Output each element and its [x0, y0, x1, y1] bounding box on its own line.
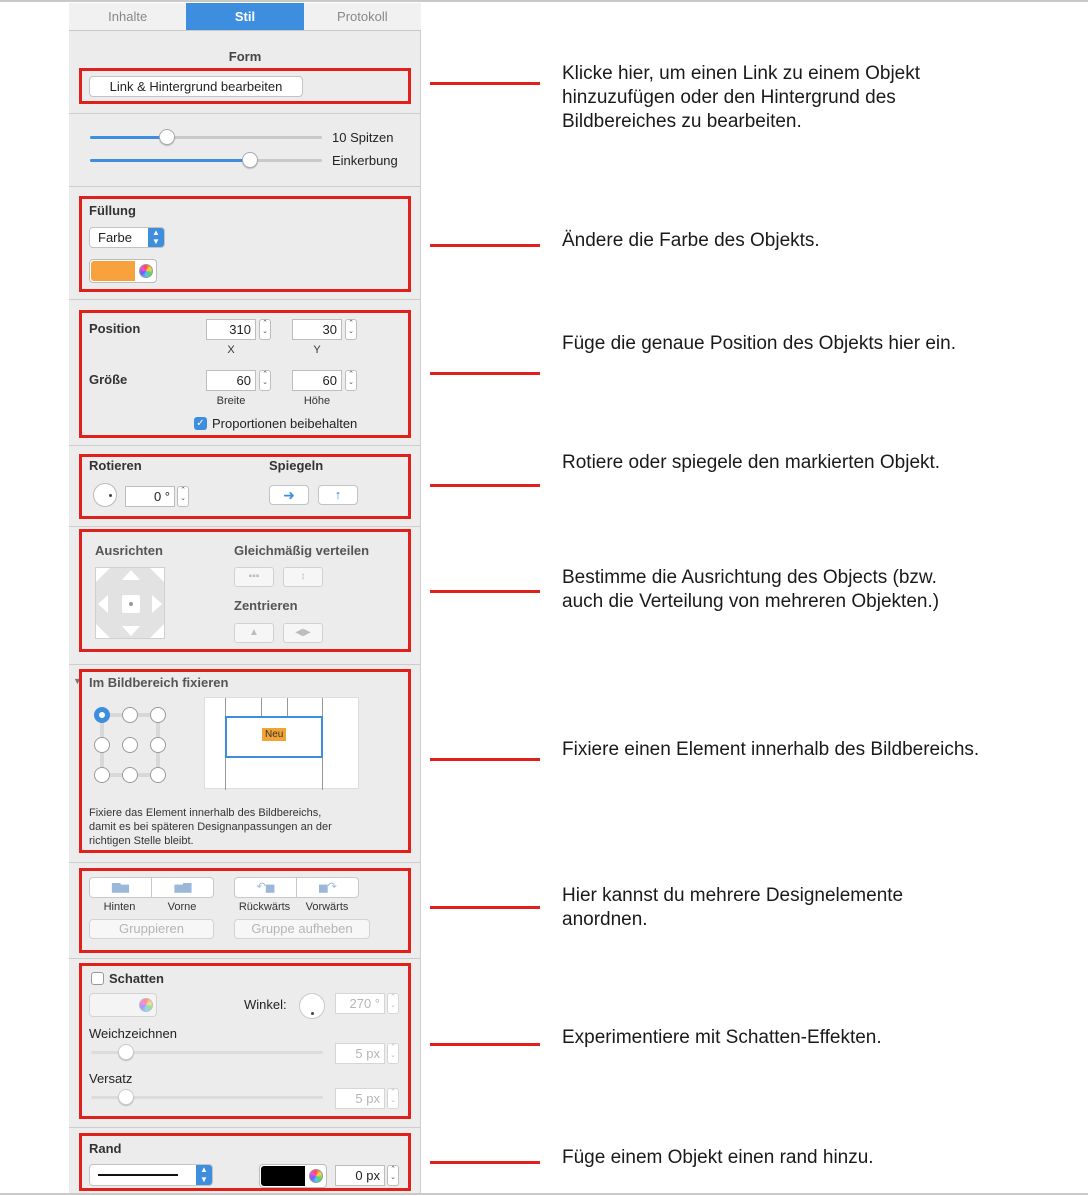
select-arrows-icon: ▲ ▼ [196, 1165, 212, 1185]
connector-line [430, 1161, 540, 1164]
backward-label: Rückwärts [238, 901, 291, 913]
note-line: anordnen. [562, 909, 648, 930]
distribute-heading: Gleichmäßig verteilen [234, 543, 370, 558]
highlight-box-fill [79, 196, 411, 292]
form-heading: Form [228, 49, 262, 64]
preview-object-label: Neu [262, 728, 286, 741]
arrow-up-icon: ↑ [334, 487, 342, 502]
divider [69, 862, 421, 863]
divider [69, 445, 421, 446]
spikes-slider-fill [90, 136, 167, 139]
x-label: X [227, 344, 235, 356]
pin-description-line: richtigen Stelle bleibt. [89, 835, 194, 847]
note-line: Hier kannst du mehrere Designelemente [562, 885, 904, 906]
divider [69, 526, 421, 527]
distribute-vertical-icon[interactable]: ↕ [283, 567, 323, 587]
divider [69, 958, 421, 959]
note-line: Fixiere einen Element innerhalb des Bildbereichs. [562, 739, 980, 760]
border-width-stepper[interactable]: ⌃ ⌄ [387, 1165, 399, 1186]
blur-label: Weichzeichnen [89, 1026, 177, 1041]
bottom-border-line [0, 1193, 1088, 1195]
bring-forward-icon[interactable]: ▅↷ [319, 881, 337, 893]
blur-field[interactable]: 5 px [335, 1043, 385, 1064]
blur-stepper[interactable]: ⌃ ⌄ [387, 1043, 399, 1064]
tab-inhalte[interactable]: Inhalte [69, 3, 186, 30]
highlight-box-rotate [79, 454, 411, 519]
angle-stepper[interactable]: ⌃ ⌄ [387, 993, 399, 1014]
connector-line [430, 906, 540, 909]
connector-line [430, 244, 540, 247]
indent-slider-fill [90, 159, 250, 162]
note-line: Experimentiere mit Schatten-Effekten. [562, 1027, 882, 1048]
divider [69, 664, 421, 665]
note-line: Klicke hier, um einen Link zu einem Objekt [562, 63, 921, 84]
offset-field[interactable]: 5 px [335, 1088, 385, 1109]
arrow-right-icon: ➜ [283, 487, 295, 503]
y-label: Y [313, 344, 321, 356]
tab-protokoll[interactable]: Protokoll [304, 3, 421, 30]
note-line: Füge die genaue Position des Objekts hier ein. [562, 333, 956, 354]
shadow-heading: Schatten [109, 971, 164, 986]
note-line: Rotiere oder spiegele den markierten Objekt. [562, 452, 941, 473]
highlight-box-link [79, 68, 411, 104]
width-stepper[interactable]: ⌃ ⌄ [259, 370, 271, 391]
inspector-tabs [69, 3, 421, 31]
group-button[interactable]: Gruppieren [89, 919, 214, 939]
pin-description-line: Fixiere das Element innerhalb des Bildbereichs, [89, 807, 322, 819]
send-to-back-icon[interactable]: ▆▅ [112, 881, 129, 893]
note-rotate [562, 451, 940, 475]
ungroup-button[interactable]: Gruppe aufheben [234, 919, 370, 939]
connector-line [430, 484, 540, 487]
proportions-checkbox[interactable]: ✓ [194, 417, 207, 430]
highlight-box-position [79, 310, 411, 438]
size-heading: Größe [89, 372, 128, 387]
proportions-label: Proportionen beibehalten [212, 416, 358, 431]
rotation-stepper[interactable]: ⌃ ⌄ [177, 486, 189, 507]
note-line: Bestimme die Ausrichtung des Objects (bzw. [562, 567, 937, 588]
forward-label: Vorwärts [305, 901, 349, 913]
offset-label: Versatz [89, 1071, 133, 1086]
divider [69, 299, 421, 300]
offset-stepper[interactable]: ⌃ ⌄ [387, 1088, 399, 1109]
center-vertical-icon[interactable]: ◀▶ [283, 623, 323, 643]
note-position [562, 332, 956, 356]
note-link [562, 62, 920, 134]
spikes-label: 10 Spitzen [332, 130, 394, 145]
pin-description-line: damit es bei späteren Designanpassungen an der [89, 821, 332, 833]
note-line: hinzuzufügen oder den Hintergrund des [562, 87, 896, 108]
divider [69, 186, 421, 187]
tab-stil[interactable]: Stil [186, 3, 303, 30]
top-border-line [0, 0, 1088, 2]
front-label: Vorne [167, 901, 197, 913]
divider [69, 113, 421, 114]
center-heading: Zentrieren [234, 598, 298, 613]
border-heading: Rand [89, 1141, 122, 1156]
width-field[interactable]: 60 [206, 370, 256, 391]
indent-slider-knob[interactable] [242, 152, 258, 168]
highlight-box-shadow [79, 963, 411, 1119]
pin-heading: Im Bildbereich fixieren [89, 675, 229, 690]
send-backward-icon[interactable]: ↶▅ [256, 881, 275, 893]
bring-to-front-icon[interactable]: ▅▆ [174, 881, 192, 893]
spikes-slider-knob[interactable] [159, 129, 175, 145]
highlight-box-border [79, 1133, 411, 1191]
note-arrange [562, 884, 903, 932]
note-align [562, 566, 939, 614]
height-field[interactable]: 60 [292, 370, 342, 391]
mirror-heading: Spiegeln [269, 458, 324, 473]
y-stepper[interactable]: ⌃ ⌄ [345, 319, 357, 340]
fill-heading: Füllung [89, 203, 136, 218]
x-field[interactable]: 310 [206, 319, 256, 340]
rotation-field[interactable]: 0 ° [125, 486, 175, 507]
height-stepper[interactable]: ⌃ ⌄ [345, 370, 357, 391]
height-label: Höhe [303, 395, 331, 407]
position-heading: Position [89, 321, 141, 336]
note-border [562, 1146, 874, 1170]
note-fill [562, 229, 820, 253]
note-line: Ändere die Farbe des Objekts. [562, 230, 820, 251]
distribute-horizontal-icon[interactable]: ▪▪▪ [234, 567, 274, 587]
border-width-field[interactable]: 0 px [335, 1165, 385, 1186]
angle-label: Winkel: [244, 997, 287, 1012]
connector-line [430, 1043, 540, 1046]
indent-label: Einkerbung [332, 153, 398, 168]
highlight-box-arrange [79, 868, 411, 953]
center-horizontal-icon[interactable]: ▲ [234, 623, 274, 643]
note-shadow [562, 1026, 882, 1050]
link-background-button[interactable]: Link & Hintergrund bearbeiten [89, 76, 303, 97]
highlight-box-pin [79, 669, 411, 853]
note-line: Bildbereiches zu bearbeiten. [562, 111, 802, 132]
note-line: Füge einem Objekt einen rand hinzu. [562, 1147, 874, 1168]
highlight-box-align [79, 529, 411, 652]
angle-field[interactable]: 270 ° [335, 993, 385, 1014]
connector-line [430, 590, 540, 593]
connector-line [430, 82, 540, 85]
align-heading: Ausrichten [95, 543, 163, 558]
connector-line [430, 758, 540, 761]
x-stepper[interactable]: ⌃ ⌄ [259, 319, 271, 340]
note-pin [562, 738, 979, 762]
rotate-heading: Rotieren [89, 458, 142, 473]
back-label: Hinten [103, 901, 136, 913]
y-field[interactable]: 30 [292, 319, 342, 340]
divider [69, 1127, 421, 1128]
fill-type-value: Farbe [98, 230, 132, 245]
connector-line [430, 372, 540, 375]
disclosure-triangle-icon[interactable]: ▼ [73, 676, 82, 686]
note-line: auch die Verteilung von mehreren Objekten.) [562, 591, 940, 612]
select-arrows-icon: ▲ ▼ [148, 228, 164, 247]
width-label: Breite [216, 395, 246, 407]
